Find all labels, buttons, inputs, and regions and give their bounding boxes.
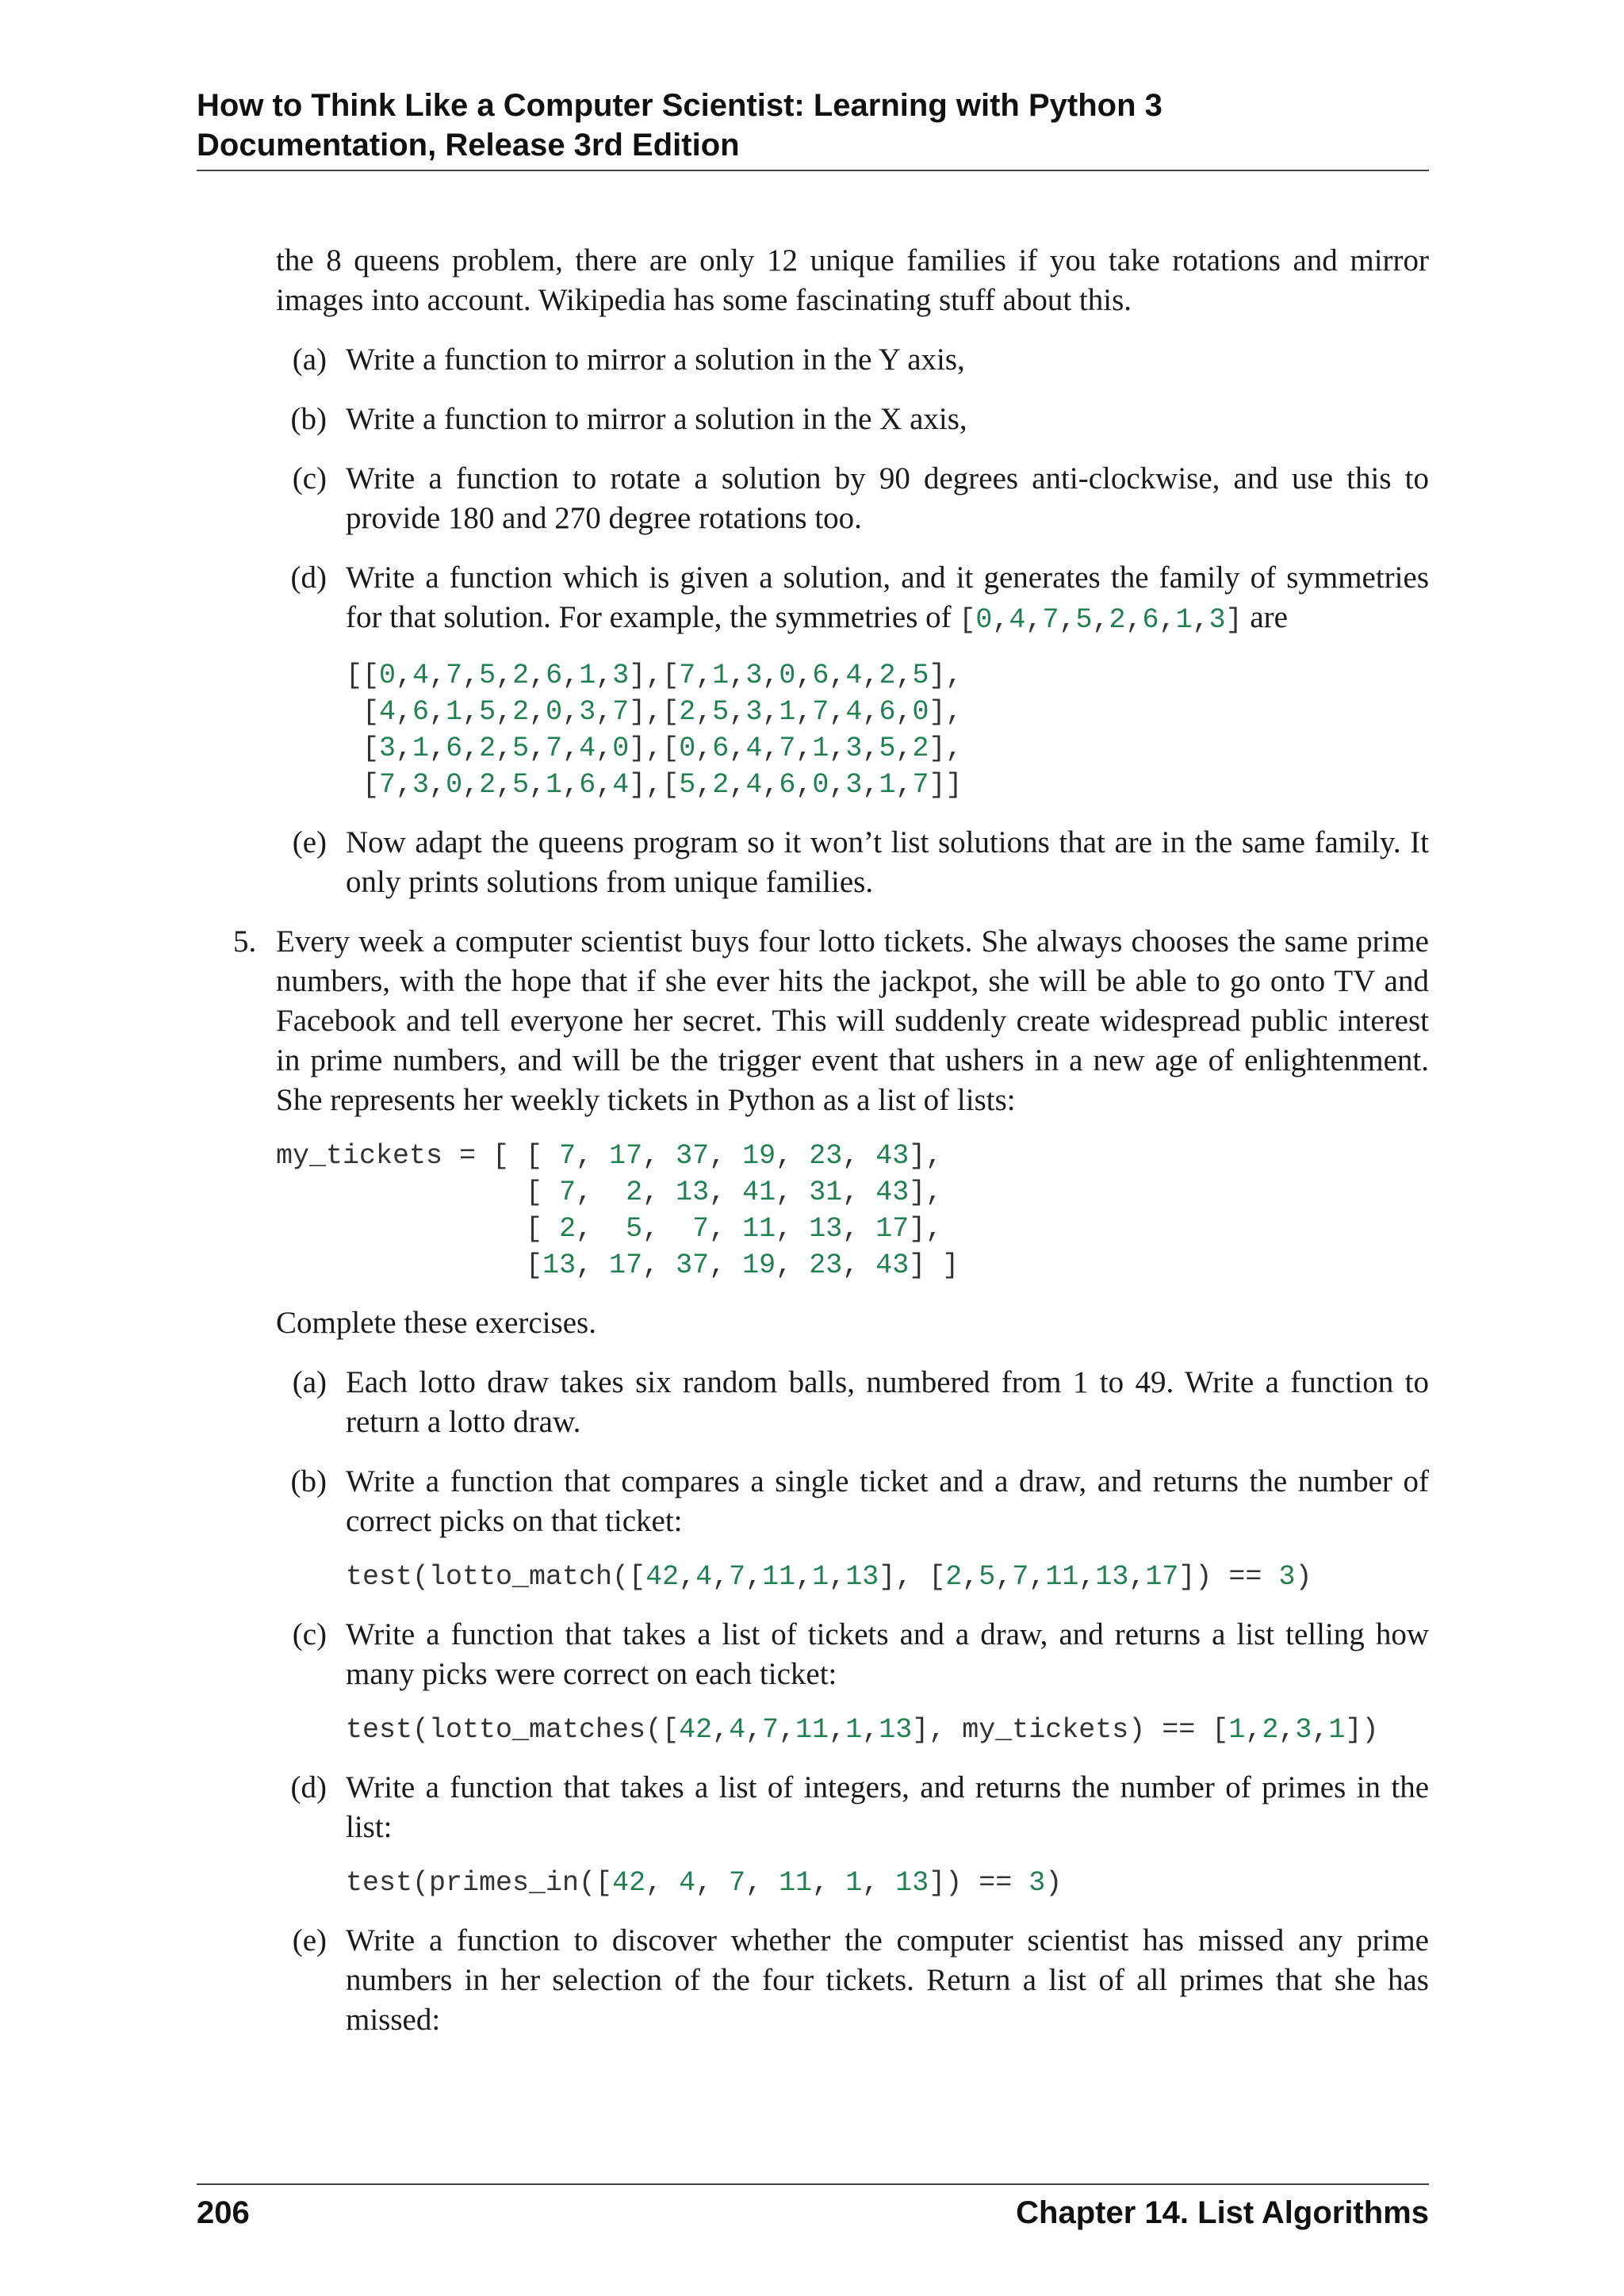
item-text: Write a function to rotate a solution by 90 degrees anti-clockwise, and use this to provide 180 and 270 degree rotations too. bbox=[346, 461, 1429, 535]
exercise-5e bbox=[276, 1921, 1429, 2040]
code-line: [4,6,1,5,2,0,3,7],[2,5,3,1,7,4,6,0], bbox=[346, 696, 963, 728]
code-line: [13, 17, 37, 19, 23, 43] ] bbox=[276, 1249, 959, 1281]
header-title-line2: Documentation, Release 3rd Edition bbox=[197, 128, 740, 163]
code-line: test(primes_in([42, 4, 7, 11, 1, 13]) == 3) bbox=[346, 1867, 1063, 1899]
code-line: test(lotto_matches([42,4,7,11,1,13], my_tickets) == [1,2,3,1]) bbox=[346, 1714, 1379, 1746]
exercise-4c bbox=[276, 459, 1429, 538]
item-text-before: Write a function which is given a solution, and it generates the family of symmetries for that solution. For example, the symmetries of bbox=[346, 561, 1429, 634]
item-text: Write a function that takes a list of tickets and a draw, and returns a list telling how many picks were correct on each ticket: bbox=[346, 1617, 1429, 1691]
item-label: (a) bbox=[292, 342, 327, 377]
code-line: test(lotto_match([42,4,7,11,1,13], [2,5,7,11,13,17]) == 3) bbox=[346, 1561, 1312, 1593]
page-footer bbox=[197, 2183, 1429, 2233]
item-label: (c) bbox=[292, 461, 327, 496]
item-number: 5. bbox=[233, 924, 257, 959]
exercise-5c bbox=[276, 1615, 1429, 1694]
code-line: [[0,4,7,5,2,6,1,3],[7,1,3,0,6,4,2,5], bbox=[346, 660, 963, 691]
exercise-4a bbox=[276, 340, 1429, 380]
item-text bbox=[346, 558, 1429, 640]
page-body bbox=[233, 241, 1429, 2040]
lotto-matches-code bbox=[346, 1712, 1429, 1748]
item-text: Now adapt the queens program so it won’t list solutions that are in the same family. It only prints solutions from unique families. bbox=[346, 825, 1429, 899]
exercise-5-text: Every week a computer scientist buys four lotto tickets. She always chooses the same prime numbers, with the hope that if she ever hits the jackpot, she will be able to go onto TV and Facebook and tell everyone her secret. This will suddenly create widespread public interest in prime numbers, and will be the trigger event that ushers in a new age of enlightenment. She represents her weekly tickets in Python as a list of lists: bbox=[276, 924, 1429, 1117]
intro-paragraph: the 8 queens problem, there are only 12 unique families if you take rotations and mirror images into account. Wikipedia has some fascinating stuff about this. bbox=[276, 243, 1429, 317]
item-text-after: are bbox=[1250, 600, 1288, 634]
item-label: (e) bbox=[292, 825, 327, 859]
code-line: [3,1,6,2,5,7,4,0],[0,6,4,7,1,3,5,2], bbox=[346, 733, 963, 764]
item-label: (d) bbox=[290, 561, 327, 595]
item-label: (c) bbox=[292, 1617, 327, 1651]
item-text: Write a function that takes a list of integers, and returns the number of primes in the list: bbox=[346, 1770, 1429, 1844]
exercise-5d bbox=[276, 1768, 1429, 1847]
complete-exercises-text: Complete these exercises. bbox=[276, 1306, 596, 1340]
item-text: Write a function to mirror a solution in the X axis, bbox=[346, 402, 967, 436]
chapter-title: Chapter 14. List Algorithms bbox=[1016, 2195, 1429, 2230]
item-label: (b) bbox=[290, 402, 327, 436]
inline-code: [0,4,7,5,2,6,1,3] bbox=[959, 604, 1243, 636]
item-label: (e) bbox=[292, 1923, 327, 1957]
primes-in-code bbox=[346, 1865, 1429, 1901]
exercise-4e bbox=[276, 823, 1429, 902]
lotto-match-code bbox=[346, 1559, 1429, 1595]
symmetries-code-block bbox=[346, 657, 1429, 803]
item-text: Write a function that compares a single ticket and a draw, and returns the number of correct picks on that ticket: bbox=[346, 1464, 1429, 1538]
item-text bbox=[276, 922, 1429, 1120]
item-text: Write a function to discover whether the computer scientist has missed any prime numbers in her selection of the four tickets. Return a list of all primes that she has missed: bbox=[346, 1923, 1429, 2037]
item-label: (d) bbox=[290, 1770, 327, 1804]
code-line: my_tickets = [ [ 7, 17, 37, 19, 23, 43], bbox=[276, 1140, 943, 1172]
running-header bbox=[197, 86, 1429, 171]
page-number: 206 bbox=[197, 2195, 250, 2230]
exercise-5b bbox=[276, 1462, 1429, 1541]
item-label: (b) bbox=[290, 1464, 327, 1498]
header-title-line1: How to Think Like a Computer Scientist: Learning with Python 3 bbox=[197, 88, 1162, 123]
tickets-code-block bbox=[276, 1138, 1429, 1284]
exercise-4b bbox=[276, 400, 1429, 439]
code-line: [ 7, 2, 13, 41, 31, 43], bbox=[276, 1177, 943, 1208]
code-line: [ 2, 5, 7, 11, 13, 17], bbox=[276, 1213, 943, 1245]
item-text: Each lotto draw takes six random balls, numbered from 1 to 49. Write a function to return a lotto draw. bbox=[346, 1365, 1429, 1439]
exercise-4d bbox=[276, 558, 1429, 640]
item-text: Write a function to mirror a solution in the Y axis, bbox=[346, 342, 965, 377]
exercise-5 bbox=[233, 922, 1429, 1120]
item-label: (a) bbox=[292, 1365, 327, 1399]
exercise-5a bbox=[276, 1363, 1429, 1442]
code-line: [7,3,0,2,5,1,6,4],[5,2,4,6,0,3,1,7]] bbox=[346, 769, 963, 801]
